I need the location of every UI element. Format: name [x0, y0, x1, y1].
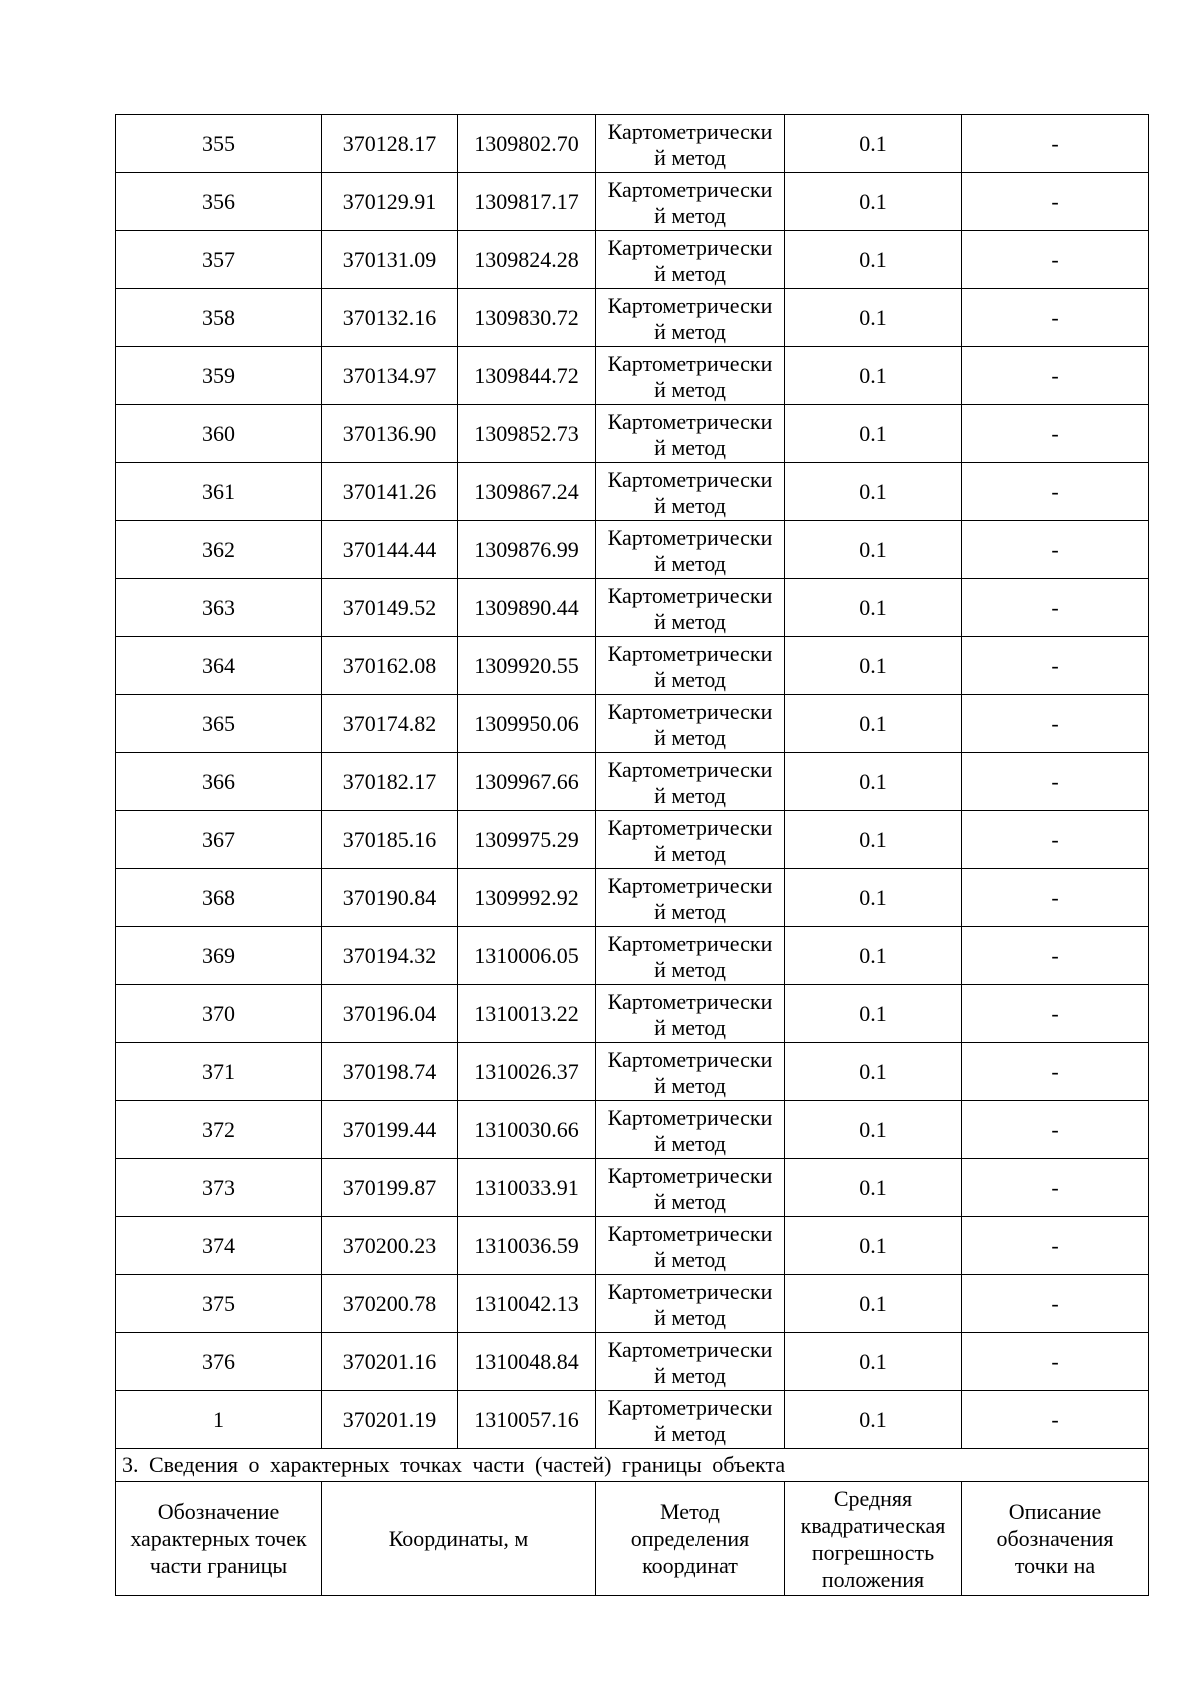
method-line: Картометрически	[607, 408, 773, 434]
method-cell	[596, 1043, 785, 1101]
method-line: й метод	[654, 782, 726, 808]
header-description-line: точки на	[1014, 1553, 1096, 1578]
accuracy-cell: 0.1	[785, 405, 962, 463]
accuracy-cell: 0.1	[785, 869, 962, 927]
point-cell: 356	[116, 173, 322, 231]
description-cell: -	[962, 173, 1149, 231]
method-line: Картометрически	[607, 756, 773, 782]
method-cell	[596, 463, 785, 521]
description-cell: -	[962, 811, 1149, 869]
point-cell: 374	[116, 1217, 322, 1275]
method-line: й метод	[654, 260, 726, 286]
method-line: Картометрически	[607, 1278, 773, 1304]
method-line: Картометрически	[607, 118, 773, 144]
header-method	[596, 1482, 785, 1596]
table-row	[116, 1101, 1149, 1159]
method-line: Картометрически	[607, 176, 773, 202]
method-cell	[596, 985, 785, 1043]
point-cell: 370	[116, 985, 322, 1043]
table-row	[116, 579, 1149, 637]
x-coordinate-cell: 370144.44	[322, 521, 458, 579]
header-points-line: характерных точек	[130, 1526, 307, 1551]
method-line: й метод	[654, 1362, 726, 1388]
table-row	[116, 115, 1149, 173]
description-cell: -	[962, 405, 1149, 463]
description-cell: -	[962, 753, 1149, 811]
table-row	[116, 1333, 1149, 1391]
method-line: й метод	[654, 144, 726, 170]
description-cell: -	[962, 985, 1149, 1043]
y-coordinate-cell: 1309802.70	[458, 115, 596, 173]
method-line: Картометрически	[607, 1336, 773, 1362]
x-coordinate-cell: 370162.08	[322, 637, 458, 695]
accuracy-cell: 0.1	[785, 1275, 962, 1333]
method-line: й метод	[654, 434, 726, 460]
point-cell: 368	[116, 869, 322, 927]
method-line: Картометрически	[607, 234, 773, 260]
method-line: й метод	[654, 318, 726, 344]
method-line: Картометрически	[607, 1220, 773, 1246]
method-line: Картометрически	[607, 582, 773, 608]
method-cell	[596, 347, 785, 405]
point-cell: 361	[116, 463, 322, 521]
method-line: Картометрически	[607, 292, 773, 318]
method-line: й метод	[654, 1246, 726, 1272]
x-coordinate-cell: 370199.44	[322, 1101, 458, 1159]
y-coordinate-cell: 1309867.24	[458, 463, 596, 521]
accuracy-cell: 0.1	[785, 579, 962, 637]
point-cell: 365	[116, 695, 322, 753]
y-coordinate-cell: 1310048.84	[458, 1333, 596, 1391]
table-row	[116, 1217, 1149, 1275]
x-coordinate-cell: 370136.90	[322, 405, 458, 463]
point-cell: 359	[116, 347, 322, 405]
method-cell	[596, 637, 785, 695]
method-cell	[596, 1101, 785, 1159]
method-cell	[596, 1217, 785, 1275]
accuracy-cell: 0.1	[785, 1159, 962, 1217]
accuracy-cell: 0.1	[785, 753, 962, 811]
method-cell	[596, 231, 785, 289]
y-coordinate-cell: 1309830.72	[458, 289, 596, 347]
method-line: Картометрически	[607, 350, 773, 376]
description-cell: -	[962, 115, 1149, 173]
description-cell: -	[962, 695, 1149, 753]
accuracy-cell: 0.1	[785, 1043, 962, 1101]
y-coordinate-cell: 1309852.73	[458, 405, 596, 463]
description-cell: -	[962, 1391, 1149, 1449]
accuracy-cell: 0.1	[785, 115, 962, 173]
section-heading-row	[116, 1449, 1149, 1482]
method-line: й метод	[654, 1188, 726, 1214]
method-line: й метод	[654, 550, 726, 576]
y-coordinate-cell: 1310006.05	[458, 927, 596, 985]
method-line: Картометрически	[607, 930, 773, 956]
description-cell: -	[962, 347, 1149, 405]
table-row	[116, 695, 1149, 753]
x-coordinate-cell: 370194.32	[322, 927, 458, 985]
table-row	[116, 231, 1149, 289]
table-row	[116, 463, 1149, 521]
method-cell	[596, 869, 785, 927]
y-coordinate-cell: 1310033.91	[458, 1159, 596, 1217]
method-cell	[596, 579, 785, 637]
method-cell	[596, 1159, 785, 1217]
point-cell: 371	[116, 1043, 322, 1101]
table-row	[116, 405, 1149, 463]
header-description-line: обозначения	[996, 1526, 1114, 1551]
header-points-line: Обозначение	[157, 1499, 280, 1524]
method-line: Картометрически	[607, 524, 773, 550]
x-coordinate-cell: 370200.78	[322, 1275, 458, 1333]
method-line: й метод	[654, 956, 726, 982]
x-coordinate-cell: 370200.23	[322, 1217, 458, 1275]
method-cell	[596, 1391, 785, 1449]
method-line: Картометрически	[607, 640, 773, 666]
header-coordinates: Координаты, м	[322, 1482, 596, 1596]
accuracy-cell: 0.1	[785, 289, 962, 347]
accuracy-cell: 0.1	[785, 231, 962, 289]
table-row	[116, 869, 1149, 927]
header-accuracy-line: положения	[821, 1566, 925, 1592]
method-line: й метод	[654, 202, 726, 228]
x-coordinate-cell: 370196.04	[322, 985, 458, 1043]
header-accuracy-line: Средняя	[833, 1485, 913, 1511]
method-line: Картометрически	[607, 988, 773, 1014]
table-row	[116, 289, 1149, 347]
description-cell: -	[962, 869, 1149, 927]
table-row	[116, 347, 1149, 405]
description-cell: -	[962, 231, 1149, 289]
header-method-line: координат	[642, 1553, 738, 1578]
header-accuracy-line: квадратическая	[800, 1512, 946, 1538]
description-cell: -	[962, 1217, 1149, 1275]
table-row	[116, 521, 1149, 579]
method-cell	[596, 115, 785, 173]
x-coordinate-cell: 370201.16	[322, 1333, 458, 1391]
method-cell	[596, 811, 785, 869]
method-line: й метод	[654, 898, 726, 924]
method-line: Картометрически	[607, 1104, 773, 1130]
method-cell	[596, 753, 785, 811]
accuracy-cell: 0.1	[785, 1217, 962, 1275]
table-row	[116, 1391, 1149, 1449]
accuracy-cell: 0.1	[785, 1101, 962, 1159]
points-table-body	[116, 115, 1149, 1449]
point-cell: 373	[116, 1159, 322, 1217]
y-coordinate-cell: 1309967.66	[458, 753, 596, 811]
method-cell	[596, 927, 785, 985]
y-coordinate-cell: 1309975.29	[458, 811, 596, 869]
description-cell: -	[962, 1043, 1149, 1101]
x-coordinate-cell: 370185.16	[322, 811, 458, 869]
y-coordinate-cell: 1309950.06	[458, 695, 596, 753]
accuracy-cell: 0.1	[785, 985, 962, 1043]
method-line: й метод	[654, 840, 726, 866]
header-accuracy-line: погрешность	[811, 1539, 935, 1565]
point-cell: 363	[116, 579, 322, 637]
boundary-points-table	[115, 114, 1149, 1596]
method-cell	[596, 521, 785, 579]
column-header-row	[116, 1482, 1149, 1596]
y-coordinate-cell: 1309844.72	[458, 347, 596, 405]
y-coordinate-cell: 1310036.59	[458, 1217, 596, 1275]
y-coordinate-cell: 1310030.66	[458, 1101, 596, 1159]
table-row	[116, 811, 1149, 869]
y-coordinate-cell: 1309992.92	[458, 869, 596, 927]
y-coordinate-cell: 1310042.13	[458, 1275, 596, 1333]
method-line: Картометрически	[607, 466, 773, 492]
x-coordinate-cell: 370182.17	[322, 753, 458, 811]
method-line: Картометрически	[607, 872, 773, 898]
table-row	[116, 753, 1149, 811]
method-line: Картометрически	[607, 1394, 773, 1420]
description-cell: -	[962, 579, 1149, 637]
table-row	[116, 173, 1149, 231]
y-coordinate-cell: 1309876.99	[458, 521, 596, 579]
header-points	[116, 1482, 322, 1596]
accuracy-cell: 0.1	[785, 1333, 962, 1391]
x-coordinate-cell: 370198.74	[322, 1043, 458, 1101]
method-line: й метод	[654, 376, 726, 402]
method-line: й метод	[654, 1014, 726, 1040]
accuracy-cell: 0.1	[785, 695, 962, 753]
point-cell: 372	[116, 1101, 322, 1159]
x-coordinate-cell: 370199.87	[322, 1159, 458, 1217]
point-cell: 360	[116, 405, 322, 463]
x-coordinate-cell: 370128.17	[322, 115, 458, 173]
y-coordinate-cell: 1309920.55	[458, 637, 596, 695]
y-coordinate-cell: 1309890.44	[458, 579, 596, 637]
method-line: й метод	[654, 1420, 726, 1446]
x-coordinate-cell: 370174.82	[322, 695, 458, 753]
method-line: Картометрически	[607, 698, 773, 724]
accuracy-cell: 0.1	[785, 1391, 962, 1449]
table-row	[116, 637, 1149, 695]
y-coordinate-cell: 1310013.22	[458, 985, 596, 1043]
method-line: й метод	[654, 1304, 726, 1330]
table-row	[116, 1043, 1149, 1101]
point-cell: 366	[116, 753, 322, 811]
point-cell: 376	[116, 1333, 322, 1391]
method-line: Картометрически	[607, 1162, 773, 1188]
point-cell: 358	[116, 289, 322, 347]
method-cell	[596, 1333, 785, 1391]
header-method-line: Метод	[660, 1499, 720, 1524]
header-points-line: части границы	[149, 1553, 288, 1578]
x-coordinate-cell: 370131.09	[322, 231, 458, 289]
description-cell: -	[962, 1101, 1149, 1159]
description-cell: -	[962, 1275, 1149, 1333]
method-cell	[596, 289, 785, 347]
method-cell	[596, 405, 785, 463]
x-coordinate-cell: 370141.26	[322, 463, 458, 521]
header-method-line: определения	[630, 1526, 750, 1551]
table-row	[116, 985, 1149, 1043]
x-coordinate-cell: 370190.84	[322, 869, 458, 927]
description-cell: -	[962, 1333, 1149, 1391]
description-cell: -	[962, 927, 1149, 985]
x-coordinate-cell: 370132.16	[322, 289, 458, 347]
method-line: Картометрически	[607, 1046, 773, 1072]
header-accuracy	[785, 1482, 962, 1596]
y-coordinate-cell: 1310026.37	[458, 1043, 596, 1101]
table-row	[116, 927, 1149, 985]
description-cell: -	[962, 637, 1149, 695]
accuracy-cell: 0.1	[785, 347, 962, 405]
point-cell: 1	[116, 1391, 322, 1449]
header-description	[962, 1482, 1149, 1596]
accuracy-cell: 0.1	[785, 637, 962, 695]
section-heading: 3. Сведения о характерных точках части (частей) границы объекта	[116, 1449, 1149, 1482]
accuracy-cell: 0.1	[785, 521, 962, 579]
method-line: й метод	[654, 492, 726, 518]
description-cell: -	[962, 1159, 1149, 1217]
y-coordinate-cell: 1309817.17	[458, 173, 596, 231]
table-row	[116, 1275, 1149, 1333]
point-cell: 369	[116, 927, 322, 985]
accuracy-cell: 0.1	[785, 173, 962, 231]
method-line: й метод	[654, 1072, 726, 1098]
method-line: Картометрически	[607, 814, 773, 840]
point-cell: 375	[116, 1275, 322, 1333]
x-coordinate-cell: 370129.91	[322, 173, 458, 231]
description-cell: -	[962, 521, 1149, 579]
method-cell	[596, 1275, 785, 1333]
point-cell: 362	[116, 521, 322, 579]
header-description-line: Описание	[1008, 1499, 1102, 1524]
x-coordinate-cell: 370201.19	[322, 1391, 458, 1449]
x-coordinate-cell: 370149.52	[322, 579, 458, 637]
point-cell: 355	[116, 115, 322, 173]
point-cell: 364	[116, 637, 322, 695]
method-line: й метод	[654, 1130, 726, 1156]
method-line: й метод	[654, 724, 726, 750]
accuracy-cell: 0.1	[785, 927, 962, 985]
description-cell: -	[962, 463, 1149, 521]
x-coordinate-cell: 370134.97	[322, 347, 458, 405]
accuracy-cell: 0.1	[785, 811, 962, 869]
description-cell: -	[962, 289, 1149, 347]
y-coordinate-cell: 1310057.16	[458, 1391, 596, 1449]
method-cell	[596, 695, 785, 753]
point-cell: 357	[116, 231, 322, 289]
accuracy-cell: 0.1	[785, 463, 962, 521]
y-coordinate-cell: 1309824.28	[458, 231, 596, 289]
point-cell: 367	[116, 811, 322, 869]
table-row	[116, 1159, 1149, 1217]
method-line: й метод	[654, 666, 726, 692]
method-cell	[596, 173, 785, 231]
method-line: й метод	[654, 608, 726, 634]
